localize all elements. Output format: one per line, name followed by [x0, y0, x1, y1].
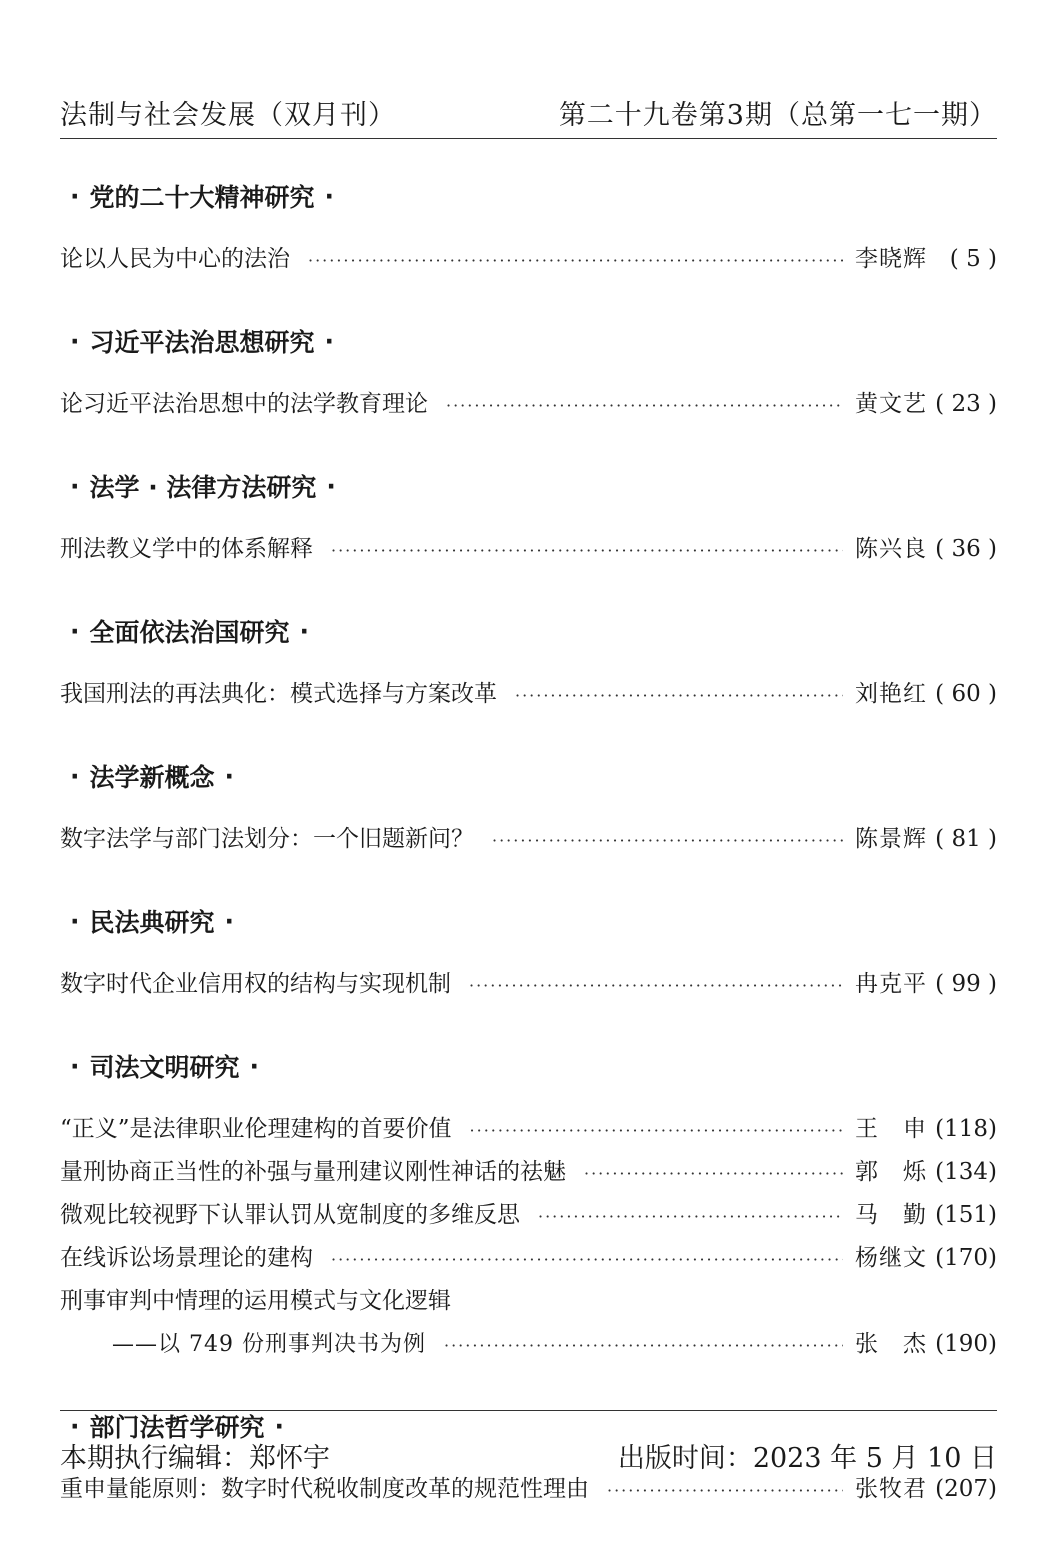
entry-title: 刑法教义学中的体系解释: [60, 536, 313, 562]
bullet-dot: ·: [70, 761, 80, 791]
entry-title: 论以人民为中心的法治: [60, 246, 290, 272]
page-footer: [60, 1430, 997, 1480]
bullet-dot: ·: [70, 181, 80, 211]
bullet-dot: ·: [299, 616, 310, 646]
entry-title: 我国刑法的再法典化：模式选择与方案改革: [60, 681, 497, 707]
toc-entry[interactable]: [60, 383, 997, 426]
dot-leader: [469, 964, 843, 1007]
toc-entry[interactable]: [60, 818, 997, 861]
bullet-dot: ·: [70, 616, 80, 646]
entry-page: (207): [935, 1476, 997, 1502]
dot-leader: [584, 1152, 843, 1195]
entry-page: (118): [935, 1116, 997, 1142]
section-title: · 全面依法治国研究 ·: [70, 616, 310, 647]
section-title: · 民法典研究 ·: [70, 906, 235, 937]
section-title: · 司法文明研究 ·: [70, 1051, 260, 1082]
bullet-dot: ·: [249, 1051, 260, 1081]
entry-page: ( 81 ): [935, 826, 997, 852]
entry-page: (151): [935, 1202, 997, 1228]
toc-entry[interactable]: [60, 238, 997, 281]
section-title: · 党的二十大精神研究 ·: [70, 181, 335, 212]
bullet-dot: ·: [274, 1411, 285, 1441]
toc-entry[interactable]: [60, 1194, 997, 1237]
dot-leader: [470, 1109, 843, 1152]
dot-leader: [446, 384, 843, 427]
entry-title: 数字时代企业信用权的结构与实现机制: [60, 971, 451, 997]
bullet-dot: ·: [70, 326, 80, 356]
dot-leader: [492, 819, 843, 862]
bullet-dot: ·: [70, 906, 80, 936]
entry-author: 陈兴良: [855, 536, 927, 562]
entry-author: 冉克平: [855, 971, 927, 997]
entry-title: 刑事审判中情理的运用模式与文化逻辑: [60, 1288, 451, 1314]
toc-entry[interactable]: [60, 673, 997, 716]
entry-title: 在线诉讼场景理论的建构: [60, 1245, 313, 1271]
toc-entry-subtitle[interactable]: [60, 1323, 997, 1366]
page-header: [60, 92, 997, 132]
section-title: · 部门法哲学研究 ·: [70, 1411, 285, 1442]
dot-leader: [331, 1238, 843, 1281]
bullet-dot: ·: [70, 1051, 80, 1081]
entry-page: (190): [935, 1331, 997, 1357]
entry-page: ( 36 ): [935, 536, 997, 562]
footer-rule: [60, 1410, 997, 1411]
executive-editor: 本期执行编辑：郑怀宇: [60, 1442, 330, 1474]
section-title: · 习近平法治思想研究 ·: [70, 326, 335, 357]
entry-page: ( 5 ): [949, 246, 997, 272]
entry-author: 杨继文: [855, 1245, 927, 1271]
section-title: · 法学新概念 ·: [70, 761, 235, 792]
header-rule: [60, 138, 997, 139]
entry-author: 张牧君: [855, 1476, 927, 1502]
dot-leader: [308, 239, 843, 282]
entry-title: 重申量能原则：数字时代税收制度改革的规范性理由: [60, 1476, 589, 1502]
bullet-dot: ·: [70, 471, 80, 501]
entry-title: 量刑协商正当性的补强与量刑建议刚性神话的祛魅: [60, 1159, 566, 1185]
bullet-dot: ·: [70, 1411, 80, 1441]
issue-info: 第二十九卷第3期（总第一七一期）: [558, 100, 997, 131]
bullet-dot: ·: [224, 761, 235, 791]
dot-leader: [538, 1195, 843, 1238]
entry-author: 王 申: [855, 1116, 927, 1142]
dot-leader: [515, 674, 843, 717]
toc-entry[interactable]: [60, 963, 997, 1006]
dot-leader: [331, 529, 843, 572]
bullet-dot: ·: [324, 181, 335, 211]
publish-date: 出版时间：2023 年 5 月 10 日: [617, 1442, 997, 1474]
entry-title: “正义”是法律职业伦理建构的首要价值: [60, 1116, 452, 1142]
entry-page: (134): [935, 1159, 997, 1185]
entry-author: 刘艳红: [855, 681, 927, 707]
entry-author: 马 勤: [855, 1202, 927, 1228]
entry-author: 张 杰: [855, 1331, 927, 1357]
toc-page: [60, 0, 997, 1554]
entry-page: ( 99 ): [935, 971, 997, 997]
table-of-contents: [60, 170, 997, 1511]
bullet-dot: ·: [326, 471, 336, 501]
toc-entry-heading[interactable]: [60, 1280, 997, 1323]
toc-entry[interactable]: [60, 1237, 997, 1280]
entry-page: ( 23 ): [935, 391, 997, 417]
toc-entry[interactable]: [60, 1108, 997, 1151]
bullet-dot: ·: [224, 906, 235, 936]
entry-title: 论习近平法治思想中的法学教育理论: [60, 391, 428, 417]
entry-page: (170): [935, 1245, 997, 1271]
section-title: · 法学 · 法律方法研究 ·: [70, 471, 336, 502]
entry-author: 黄文艺: [855, 391, 927, 417]
entry-title: 数字法学与部门法划分：一个旧题新问？: [60, 826, 474, 852]
entry-author: 陈景辉: [855, 826, 927, 852]
entry-title: 微观比较视野下认罪认罚从宽制度的多维反思: [60, 1202, 520, 1228]
entry-subtitle: ——以 749 份刑事判决书为例: [112, 1332, 426, 1357]
journal-title: 法制与社会发展（双月刊）: [60, 100, 396, 131]
toc-entry[interactable]: [60, 1151, 997, 1194]
dot-leader: [444, 1324, 843, 1367]
toc-entry[interactable]: [60, 528, 997, 571]
entry-page: ( 60 ): [935, 681, 997, 707]
entry-author: 李晓辉: [855, 246, 927, 272]
bullet-dot: ·: [324, 326, 335, 356]
entry-author: 郭 烁: [855, 1159, 927, 1185]
